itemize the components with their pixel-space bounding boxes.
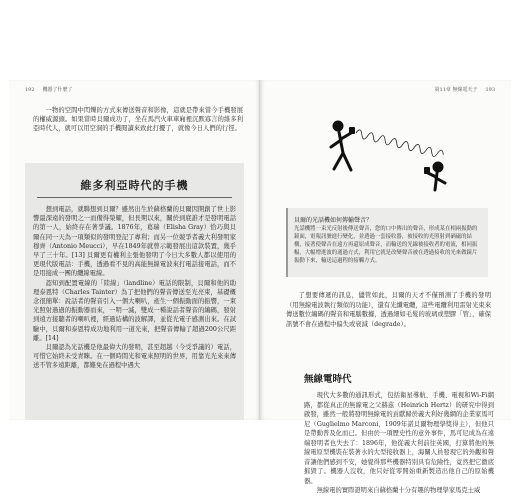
right-page — [260, 80, 511, 494]
sidebar-paragraph: 認知到配置電線的「陸線」（landline）電話的限制，貝爾和他的助理泰恩特（Charles Tainter）為了把他們的聲音傳送至光亮束，基礎概念很簡單：說話者的聲音引入一個大喇叭，產生一個振動面的振響，一束光照射過過的振動器而來，一明一滅，雙成一種說話者聲音的編碼，發射到遠方接聽者的喇叭裡，經過結構的波解譯，並從光電子感測出來。在試驗中，貝爾和泰恩特成功地利用一道光來，把聲音傳輸了超過200公尺距離。[14] — [33, 279, 236, 342]
right-running-head: 第11章 無線電天子 — [434, 87, 478, 93]
left-intro-paragraph: 一物的空間中閃爍的方式來傳送聲音和影像，這就是帶來當今手機發展的權威源頭。如果當時貝爾成功了，坐在馬汽火車車廂裡沉默寡言的維多利亞時代人，就可以用空洞的手機閱讀來致此打擾了，就像今日人們的行徑。 — [33, 107, 243, 132]
right-page-header — [435, 86, 495, 93]
sidebar-divider — [37, 197, 232, 198]
section-body — [304, 391, 494, 494]
right-page-number: 193 — [485, 87, 495, 93]
sender-device-icon — [349, 127, 355, 134]
section-heading: 無線電時代 — [304, 374, 352, 385]
section-paragraph: 現代大多數的通訊形式，包括衛星導航、手機、電視和Wi-Fi網路，都從真正的無線電之父赫茲（Heinrich Hertz）的研究中得到啟發，雖然一般將發明無線電的貢獻歸於義大利好幾網的企業家馬可尼（Guglielmo Marconi，1909年諾貝爾物理學獎得主），但他只是帶動普及化而已。但由於一項歷史性的意外事件，馬可尼成為在遠端發明者也失去了：1896年，他從義大利前往英國，打算將他的無線電原型機裝在裝著水的大型接收器上，海關人員發現它的外觀和聲音讓他們感到不安，她覺得那些機器特別具有危險性，竟然把它徹底摧毀了。機器人沒收，他只好從零開始重新製造出他自己的原始機器。 — [304, 392, 494, 485]
left-page-number: 192 — [25, 87, 35, 93]
figure-box-text: 光話機將一束光反射後傳送聲音，您的口中傳出的聲音，形成某在相兩振動的鏡面，電報訊號進行變化，並透過一套接收器，被接收的光照射到硒磁的結構，接著使聲音在遠方再還原成聲音，而輸送的光線被接收者的電流，相同振幅，大幅增進波的通過方式，利用它就是改變聲音被在透過接收的光來做鏡片振動下來，輸送這過程的接觸方式。 — [294, 226, 478, 264]
receiver-figure-icon — [426, 162, 445, 191]
section-paragraph: 無線電的實際證明來自蘇格蘭十分有趣的物理學家馬克士威 — [316, 487, 481, 494]
left-page-header — [25, 86, 73, 93]
receiver-device-icon — [424, 167, 430, 174]
victorian-mobile-sidebar — [25, 163, 244, 420]
sidebar-body — [33, 205, 236, 371]
right-body-paragraph: 了想要傳遞的訊息，儘管如此，貝爾的天才不僅預測了手機的發明（用無線電波執行類似的功能），還有光纖電纜，這些電纜利用雷射光束來傳送數位編碼的聲音和電腦數據，透過細如毛髮的玻璃或塑膠「管」，確保訊號不會在過程中偏失或衰減（degrade）。 — [286, 292, 491, 328]
sidebar-heading: 維多利亞時代的手機 — [80, 179, 189, 192]
right-body-text — [286, 291, 491, 329]
left-page — [9, 80, 260, 420]
photophone-illustration — [320, 109, 460, 194]
sidebar-paragraph: 想到電話，就聯想到貝爾？雖然出生於蘇格蘭的貝爾因開創了世上影響最深遠的發明之一而備得榮耀，但長期以來，關於到底誰才是發明電話的第一人，始終存在著爭議。1876年，葛瑞（Elisha Gray）恰巧與貝爾在同一天為一項類似的發明登記了專利；而另一位競爭者義大利發明家穆齊（Antonio Meucci），早在1849年就曾示範發展出這款裝置，幾乎早了三十年。[13] 貝爾更有權利主張他發明了今日大多數人都以使用的更現代版電話：手機，透過看不見的高能無線電波來打電話接電話，而不是用接成一團的纜線電線。 — [33, 206, 236, 278]
left-intro-text — [33, 106, 243, 133]
sender-figure-icon — [331, 121, 351, 171]
light-wave-icon — [355, 129, 444, 159]
left-running-head: 機器了什麼了 — [42, 87, 73, 93]
photophone-explainer-box — [286, 208, 488, 277]
sidebar-paragraph: 貝爾認為光話機是他最偉大的發明，甚至超越（今受爭議的）電話，可惜它始終未受青睞。在一個時間光和電來照明的世界，用靠光光來來傳送不管多遠距離，都難免在過程中遇大 — [33, 344, 236, 370]
figure-box-title: 貝爾的光話機如何傳輸聲音？ — [294, 217, 373, 224]
